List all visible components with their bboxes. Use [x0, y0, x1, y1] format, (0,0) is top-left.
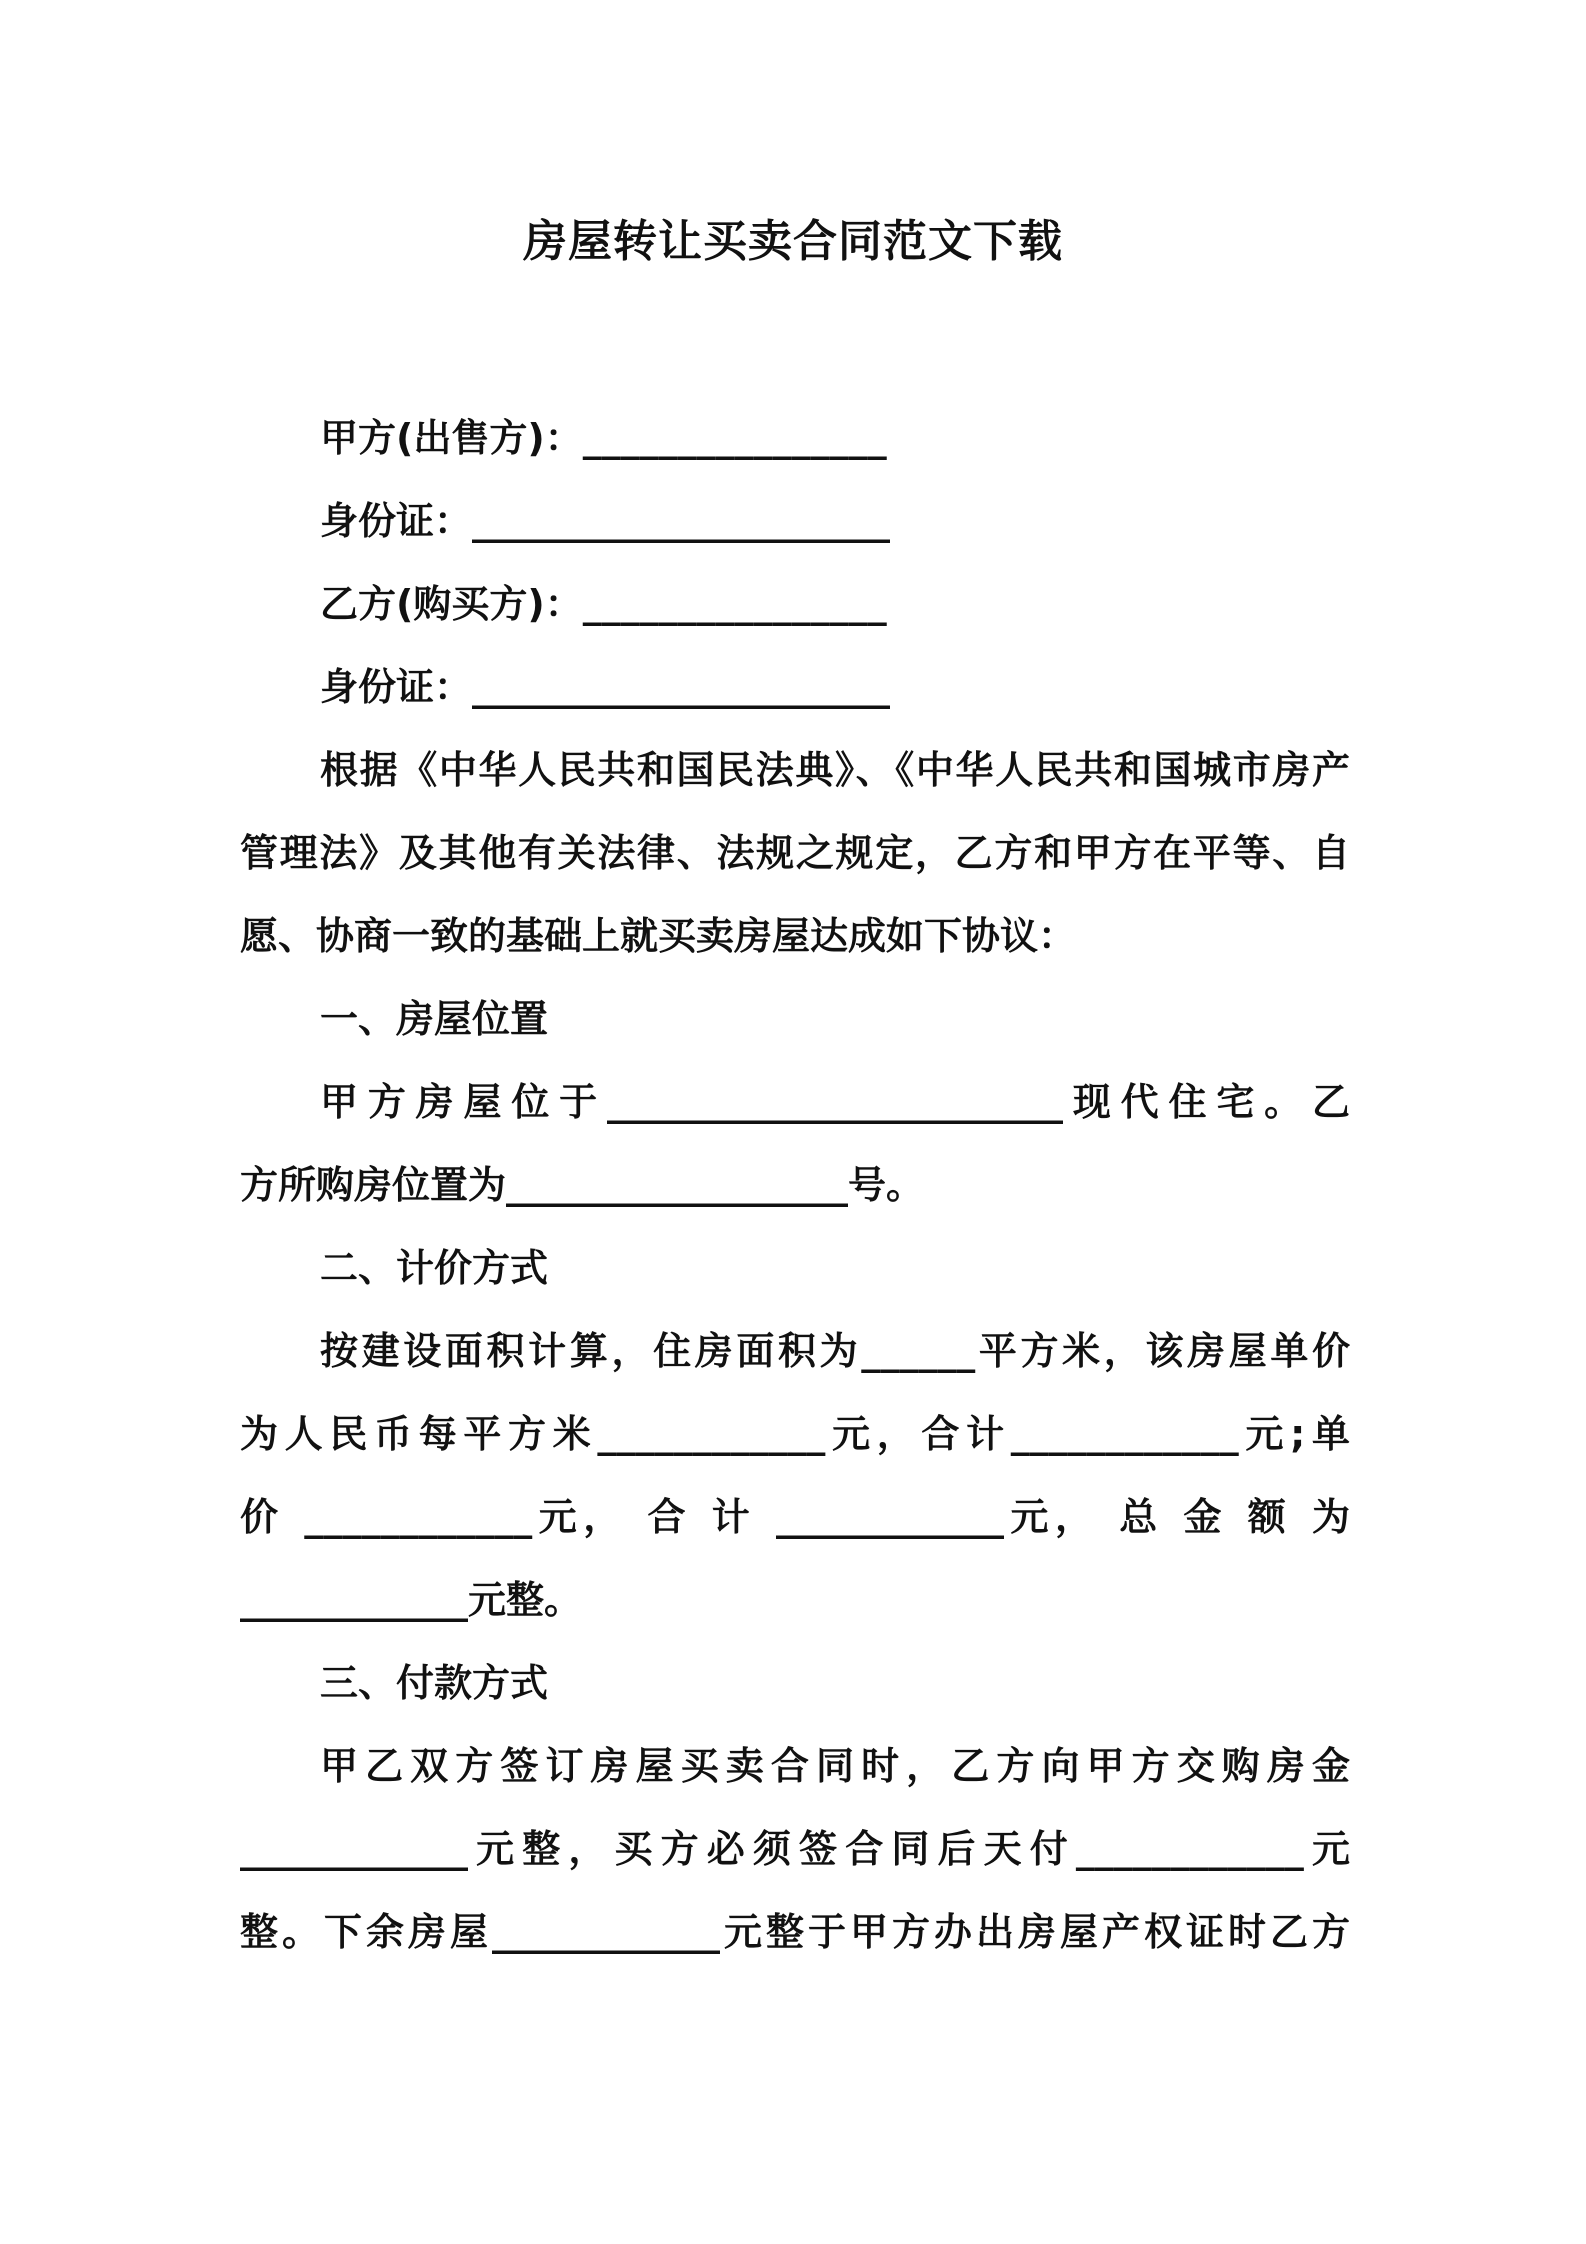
buyer-id-field: 身份证：______________________: [320, 665, 891, 709]
seller-field: 甲方(出售方)：________________: [320, 416, 887, 460]
payment-line-2: ____________元整，买方必须签合同后天付____________元: [240, 1827, 1350, 1871]
pricing-line-3: 价 ____________元， 合 计 ____________元， 总 金 额 为: [240, 1495, 1350, 1539]
pricing-line-4: ____________元整。: [240, 1578, 583, 1622]
pricing-line-2: 为人民币每平方米____________元，合计____________元;单: [240, 1412, 1350, 1456]
seller-id-field: 身份证：______________________: [320, 499, 891, 543]
payment-line-1: 甲乙双方签订房屋买卖合同时，乙方向甲方交购房金: [320, 1744, 1350, 1788]
payment-line-3: 整。下余房屋____________元整于甲方办出房屋产权证时乙方: [240, 1910, 1350, 1954]
preamble-line-1: 根据《中华人民共和国民法典》、《中华人民共和国城市房产: [320, 748, 1350, 792]
pricing-line-1: 按建设面积计算，住房面积为______平方米，该房屋单价: [320, 1329, 1350, 1373]
section-heading-pricing: 二、计价方式: [320, 1246, 549, 1290]
section-heading-location: 一、房屋位置: [320, 997, 549, 1041]
preamble-line-3: 愿、协商一致的基础上就买卖房屋达成如下协议：: [240, 914, 1077, 958]
location-line-1: 甲方房屋位于________________________现代住宅。乙: [320, 1080, 1350, 1124]
location-line-2: 方所购房位置为__________________号。: [240, 1163, 925, 1207]
document-title: 房屋转让买卖合同范文下载: [523, 216, 1063, 267]
buyer-field: 乙方(购买方)：________________: [320, 582, 887, 626]
section-heading-payment: 三、付款方式: [320, 1661, 549, 1705]
preamble-line-2: 管理法》及其他有关法律、法规之规定，乙方和甲方在平等、自: [240, 831, 1350, 875]
